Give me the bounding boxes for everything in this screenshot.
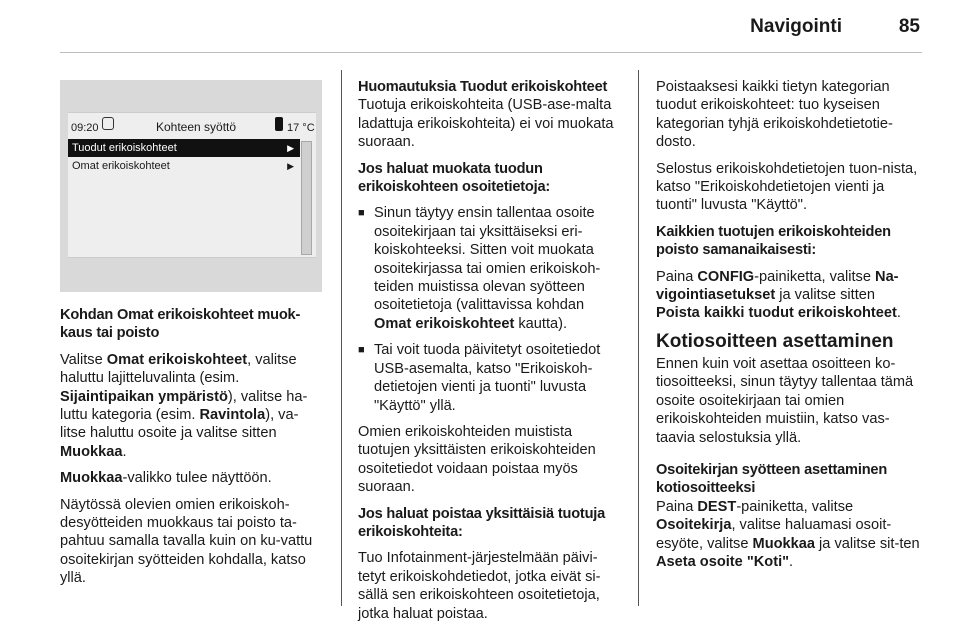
section-heading: Kaikkien tuotujen erikoiskohteiden poisto samanaikaisesti:: [656, 223, 891, 259]
status-bar: [68, 113, 316, 137]
temperature: 17 °C: [287, 122, 315, 134]
section-heading: Jos haluat muokata tuodun erikoiskohteen osoitetietoja:: [358, 160, 551, 196]
infotainment-screen: [68, 112, 316, 258]
page-header-title: Navigointi: [750, 16, 842, 37]
paragraph: Muokkaa-valikko tulee näyttöön.: [60, 470, 272, 487]
thermometer-icon: [275, 117, 283, 131]
menu-item-my-pois[interactable]: [68, 157, 300, 175]
paragraph: Tuotuja erikoiskohteita (USB-ase-malta ladattuja erikoiskohteita) ei voi muokata suoraan.: [358, 97, 614, 151]
column-3: [656, 78, 922, 579]
paragraph: Omien erikoiskohteiden muistista tuotujen yksittäisten erikoiskohteiden osoitetiedot voidaan poistaa myös suoraan.: [358, 423, 596, 496]
chevron-right-icon: ▶: [287, 143, 294, 153]
paragraph: Paina CONFIG-painiketta, valitse Na-vigointiasetukset ja valitse sitten Poista kaikki tuodut erikoiskohteet.: [656, 268, 901, 322]
section-heading: Osoitekirjan syötteen asettaminen kotiosoitteeksi: [656, 461, 888, 497]
clock-icon: [102, 117, 114, 130]
menu-item-label: Omat erikoiskohteet: [72, 160, 170, 172]
bullet-item: ■ Tai voit tuoda päivitetyt osoitetiedot USB-asemalta, katso "Erikoiskoh-detietojen vienti ja tuonti" luvusta "Käyttö" yllä.: [358, 342, 601, 414]
bullet-icon: ■: [358, 344, 365, 357]
paragraph: Poistaaksesi kaikki tietyn kategorian tuodut erikoiskohteet: tuo kyseisen kategorian tyhjä erikoiskohdetietotie-dosto.: [656, 79, 893, 151]
page-number: 85: [898, 16, 920, 37]
chevron-right-icon: ▶: [287, 161, 294, 171]
infotainment-screenshot-figure: [60, 80, 322, 292]
column-1: [60, 80, 322, 596]
screen-title: Kohteen syöttö: [156, 120, 237, 134]
section-title: Kotiosoitteen asettaminen: [656, 330, 894, 352]
column-divider-1: [341, 70, 342, 606]
paragraph: Valitse Omat erikoiskohteet, valitse haluttu lajitteluvalinta (esim. Sijaintipaikan ympäristö), valitse ha-luttu kategoria (esim. Ravintola), va-litse haluttu osoite ja valitse sitten Muokkaa.: [60, 351, 308, 460]
paragraph: Näytössä olevien omien erikoiskoh-desyötteiden muokkaus tai poisto ta-pahtuu samalla tavalla kuin on ku-vattu osoitekirjan syötteiden kohdalla, katso yllä.: [60, 496, 313, 587]
paragraph: Ennen kuin voit asettaa osoitteen ko-tiosoitteeksi, sinun täytyy tallentaa tämä osoite osoitekirjaan tai omien erikoiskohteiden muistiin, katso vas-taavia selostuksia yllä.: [656, 355, 914, 446]
header-divider: [60, 52, 922, 53]
bullet-icon: ■: [358, 207, 365, 220]
bullet-item: ■ Sinun täytyy ensin tallentaa osoite osoitekirjaan tai yksittäiseksi eri-koiskohteeksi. Sitten voit muokata osoitekirjassa tai omien erikoiskoh-teiden muistissa olevan syötteen osoitetietoja (valittavissa kohdan Omat erikoiskohteet kautta).: [358, 205, 601, 332]
section-heading: Huomautuksia Tuodut erikoiskohteet: [358, 79, 608, 95]
menu-item-label: Tuodut erikoiskohteet: [72, 142, 177, 154]
paragraph: Paina DEST-painiketta, valitse Osoitekirja, valitse haluamasi osoit-esyöte, valitse Muokkaa ja valitse sit-ten Aseta osoite "Koti".: [656, 498, 920, 570]
paragraph: Selostus erikoiskohdetietojen tuon-nista, katso "Erikoiskohdetietojen vienti ja tuonti" luvusta "Käyttö".: [656, 160, 918, 214]
scrollbar[interactable]: [301, 141, 312, 255]
menu-item-imported-pois[interactable]: [68, 139, 300, 157]
section-heading: Kohdan Omat erikoiskohteet muok-kaus tai poisto: [60, 307, 301, 342]
column-2: [358, 78, 622, 631]
menu-list: [68, 139, 300, 175]
paragraph: Tuo Infotainment-järjestelmään päivi-tetyt erikoiskohdetiedot, jotka eivät si-sällä sen erikoiskohteen osoitetietoja, jotka haluat poistaa.: [358, 550, 601, 622]
clock-time: 09:20: [71, 122, 99, 134]
column-divider-2: [638, 70, 639, 606]
section-heading: Jos haluat poistaa yksittäisiä tuotuja erikoiskohteita:: [358, 505, 606, 540]
